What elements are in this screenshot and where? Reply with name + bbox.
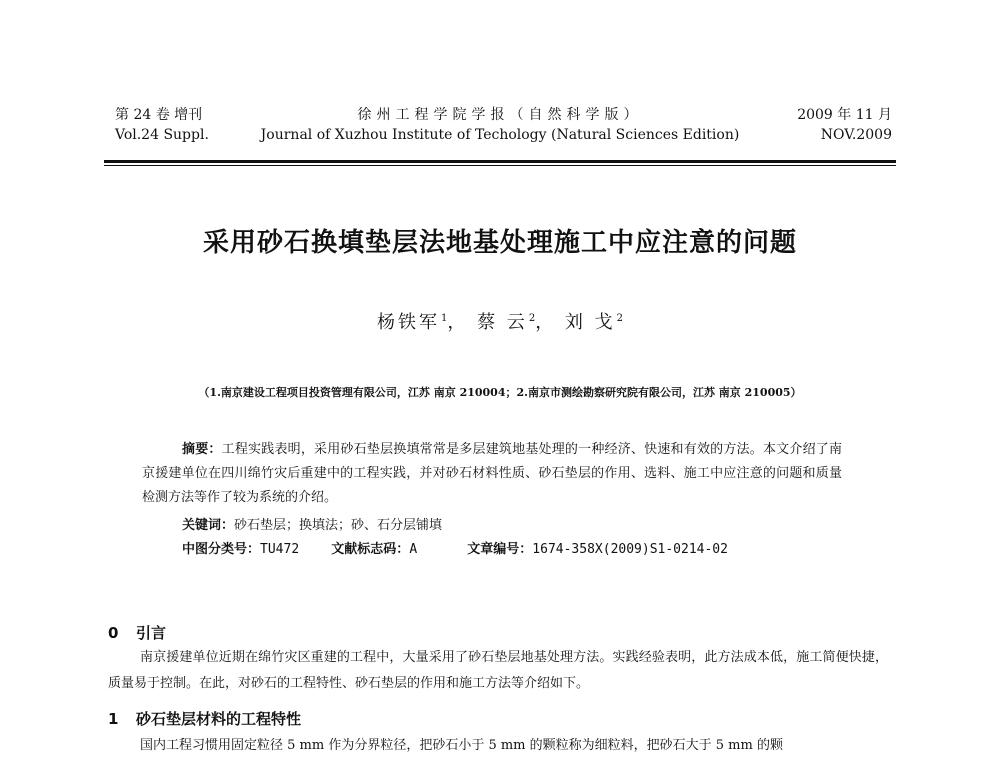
author-name: 杨铁军 xyxy=(376,312,440,333)
abstract xyxy=(142,438,842,510)
doc-code-label: 文献标志码： xyxy=(331,542,410,557)
section-title: 引言 xyxy=(136,624,167,642)
author-name: 蔡 云 xyxy=(477,312,528,333)
section-number: 1 xyxy=(108,710,119,728)
journal-name-en: Journal of Xuzhou Institute of Techology (Natural Sciences Edition) xyxy=(260,127,740,143)
section-paragraph: 国内工程习惯用固定粒径 5 mm 作为分界粒径，把砂石小于 5 mm 的颗粒称为细粒料，把砂石大于 5 mm 的颗 xyxy=(140,738,783,753)
author-separator: ， xyxy=(535,312,557,333)
author-separator: ， xyxy=(447,312,469,333)
author-name: 刘 戈 xyxy=(564,312,616,333)
volume-cn: 第 24 卷 增刊 xyxy=(115,107,203,123)
section-number: 0 xyxy=(108,624,119,642)
section-title: 砂石垫层材料的工程特性 xyxy=(136,710,302,728)
author-affil-mark: 1 xyxy=(440,313,448,324)
journal-name-cn: 徐州工程学院学报（自然科学版） xyxy=(357,107,643,123)
affiliations: （1.南京建设工程项目投资管理有限公司，江苏 南京 210004；2.南京市测绘勘察研究院有限公司，江苏 南京 210005） xyxy=(198,386,802,399)
abstract-label: 摘要： xyxy=(182,442,222,457)
clc-value: TU472 xyxy=(260,542,300,557)
article-id-value: 1674-358X(2009)S1-0214-02 xyxy=(532,542,728,557)
author-affil-mark: 2 xyxy=(616,313,624,324)
volume-en: Vol.24 Suppl. xyxy=(115,127,209,143)
author-list xyxy=(0,308,1000,334)
keywords-text: 砂石垫层；换填法；砂、石分层铺填 xyxy=(234,518,443,533)
keywords-label: 关键词： xyxy=(182,518,235,533)
header-rule-thin xyxy=(104,165,896,166)
section-heading xyxy=(108,622,166,643)
clc-label: 中图分类号： xyxy=(182,542,261,557)
author-affil-mark: 2 xyxy=(528,313,536,324)
doc-code-value: A xyxy=(409,542,418,557)
paper-title: 采用砂石换填垫层法地基处理施工中应注意的问题 xyxy=(202,228,797,258)
section-heading xyxy=(108,708,301,729)
section-paragraph: 南京援建单位近期在绵竹灾区重建的工程中，大量采用了砂石垫层地基处理方法。实践经验表明，此方法成本低，施工简便快捷，质量易于控制。在此，对砂石的工程特性、砂石垫层的作用和施工方法等介绍如下。 xyxy=(108,650,888,691)
header-rule-thick xyxy=(104,160,896,163)
running-header-right xyxy=(797,105,892,145)
issue-date-en: NOV.2009 xyxy=(820,127,892,143)
issue-date-cn: 2009 年 11 月 xyxy=(797,107,892,123)
keywords xyxy=(182,514,442,538)
article-id-label: 文章编号： xyxy=(467,542,533,557)
abstract-text: 工程实践表明，采用砂石垫层换填常常是多层建筑地基处理的一种经济、快速和有效的方法。本文介绍了南京援建单位在四川绵竹灾后重建中的工程实践，并对砂石材料性质、砂石垫层的作用、选料、施工中应注意的问题和质量检测方法等作了较为系统的介绍。 xyxy=(142,442,842,505)
classification-line xyxy=(182,538,862,562)
